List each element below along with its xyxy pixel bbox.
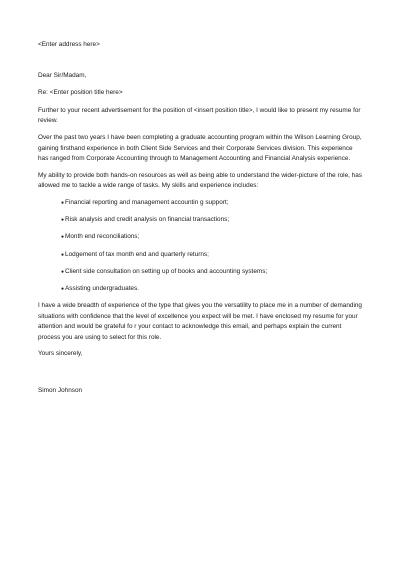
bullet-icon: ● bbox=[61, 251, 65, 258]
salutation: Dear Sir/Madam, bbox=[38, 71, 87, 79]
bullet-icon: ● bbox=[61, 217, 65, 224]
bullet-icon: ● bbox=[61, 268, 65, 275]
bullet-icon: ● bbox=[61, 199, 65, 206]
list-item: ●Financial reporting and management accountin g support; bbox=[61, 198, 229, 206]
list-item: ●Lodgement of tax month end and quarterly returns; bbox=[61, 250, 209, 258]
intro-paragraph: Further to your recent advertisement for the position of <insert position title>, I would like to present my resume for review. bbox=[38, 106, 361, 125]
list-item: ●Risk analysis and credit analysis on financial transactions; bbox=[61, 216, 230, 224]
experience-paragraph: Over the past two years I have been completing a graduate accounting program within the Wilson Learning Group, gaining firsthand experience in both Client Side Services and their Corporate Services division. This experience has ranged from Corporate Accounting through to Management Accounting and Financial Analysis experience. bbox=[38, 133, 362, 163]
closing-paragraph: I have a wide breadth of experience of the type that gives you the versatility to place me in a number of demanding situations with confidence that the level of excellence you expect will be met. I have enclosed my resume for your attention and would be grateful fo r your contact to acknowledge this email, and perhaps explain the current process you are using to select for this role. bbox=[38, 302, 362, 341]
recipient-address: <Enter address here> bbox=[38, 41, 100, 48]
skills-list bbox=[38, 198, 364, 295]
bullet-icon: ● bbox=[61, 285, 65, 292]
letter-body bbox=[38, 40, 364, 397]
sign-off: Yours sincerely, bbox=[38, 350, 83, 358]
bullet-icon: ● bbox=[61, 234, 65, 241]
signature-name: Simon Johnson bbox=[38, 387, 83, 395]
list-item: ●Month end reconciliations; bbox=[61, 233, 140, 241]
list-item: ●Assisting undergraduates. bbox=[61, 284, 139, 292]
list-item: ●Client side consultation on setting up of books and accounting systems; bbox=[61, 267, 268, 275]
skills-intro-paragraph: My ability to provide both hands-on resources as well as being able to understand the wider-picture of the role, has allowed me to tackle a wide range of tasks. My skills and experience includes: bbox=[38, 171, 362, 190]
subject-line: Re: <Enter position title here> bbox=[38, 89, 123, 97]
